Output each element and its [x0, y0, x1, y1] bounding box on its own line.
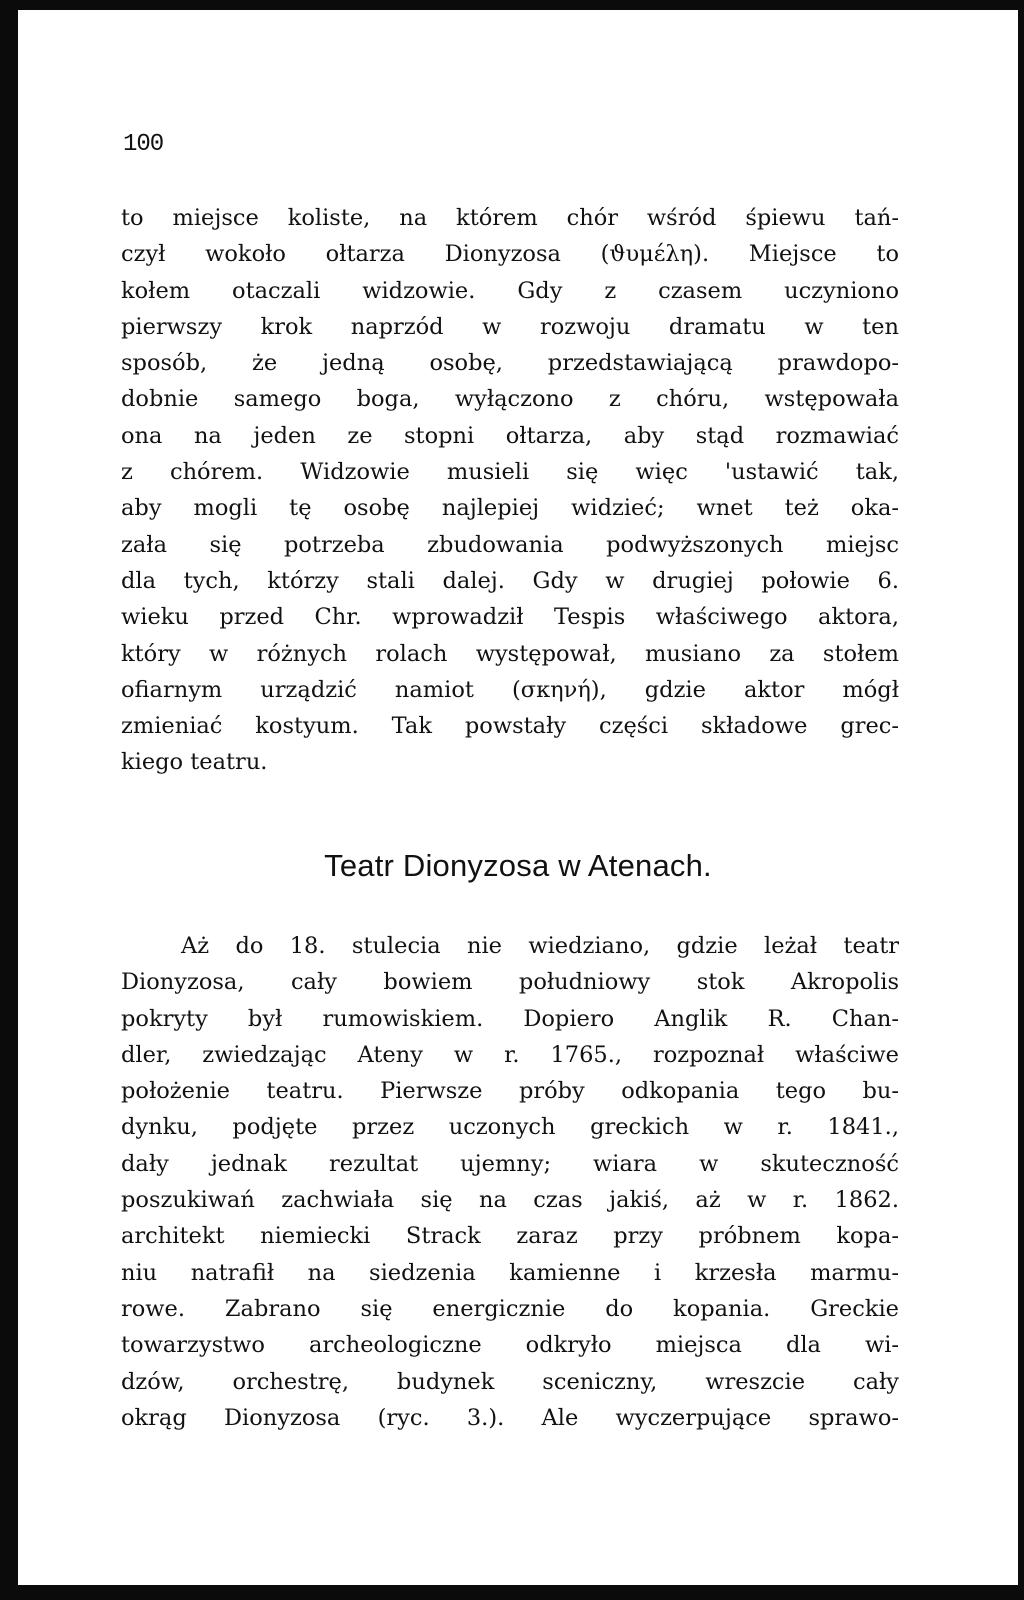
text-line: dobnie samego boga, wyłączono z chóru, wstępowała [121, 386, 899, 413]
text-line: dla tych, którzy stali dalej. Gdy w drugiej połowie 6. [121, 567, 899, 594]
text-line: pierwszy krok naprzód w rozwoju dramatu w ten [121, 313, 899, 340]
text-line: kiego teatru. [121, 749, 268, 776]
text-line: sposób, że jedną osobę, przedstawiającą prawdopo- [121, 350, 899, 377]
text-line: zmieniać kostyum. Tak powstały części składowe grec- [121, 713, 899, 740]
paragraph-1 [121, 200, 899, 781]
text-line: architekt niemiecki Strack zaraz przy próbnem kopa- [121, 1223, 899, 1250]
text-line: to miejsce koliste, na którem chór wśród śpiewu tań- [121, 205, 899, 231]
paragraph-2 [121, 928, 899, 1436]
text-line: Aż do 18. stulecia nie wiedziano, gdzie leżał teatr [181, 933, 899, 959]
text-line: towarzystwo archeologiczne odkryło miejsca dla wi- [121, 1332, 899, 1359]
text-line: Dionyzosa, cały bowiem południowy stok Akropolis [121, 969, 899, 996]
text-line: z chórem. Widzowie musieli się więc 'ustawić tak, [121, 459, 899, 486]
text-line: pokryty był rumowiskiem. Dopiero Anglik R. Chan- [121, 1005, 899, 1032]
text-line: niu natrafił na siedzenia kamienne i krzesła marmu- [121, 1259, 899, 1286]
text-line: ona na jeden ze stopni ołtarza, aby stąd rozmawiać [121, 422, 899, 449]
text-line: dzów, orchestrę, budynek sceniczny, wreszcie cały [121, 1368, 899, 1395]
text-line: wieku przed Chr. wprowadził Tespis właściwego aktora, [121, 604, 899, 631]
text-line: dler, zwiedzając Ateny w r. 1765., rozpoznał właściwe [121, 1041, 899, 1068]
text-line: dały jednak rezultat ujemny; wiara w skuteczność [121, 1150, 899, 1177]
book-page [18, 10, 1018, 1585]
text-line: rowe. Zabrano się energicznie do kopania. Greckie [121, 1295, 899, 1322]
page-number: 100 [123, 131, 164, 158]
text-line: poszukiwań zachwiała się na czas jakiś, aż w r. 1862. [121, 1187, 899, 1214]
section-heading: Teatr Dionyzosa w Atenach. [324, 848, 712, 883]
text-line: położenie teatru. Pierwsze próby odkopania tego bu- [121, 1078, 899, 1105]
text-line: kołem otaczali widzowie. Gdy z czasem uczyniono [121, 277, 899, 304]
text-line: czył wokoło ołtarza Dionyzosa (ϑυμέλη). Miejsce to [121, 241, 899, 268]
text-line: okrąg Dionyzosa (ryc. 3.). Ale wyczerpujące sprawo- [121, 1404, 899, 1431]
text-line: dynku, podjęte przez uczonych greckich w r. 1841., [121, 1114, 899, 1141]
text-line: który w różnych rolach występował, musiano za stołem [121, 640, 899, 667]
text-line: ofiarnym urządzić namiot (σκηνή), gdzie aktor mógł [121, 676, 899, 703]
text-line: zała się potrzeba zbudowania podwyższonych miejsc [121, 531, 899, 558]
text-line: aby mogli tę osobę najlepiej widzieć; wnet też oka- [121, 495, 899, 522]
